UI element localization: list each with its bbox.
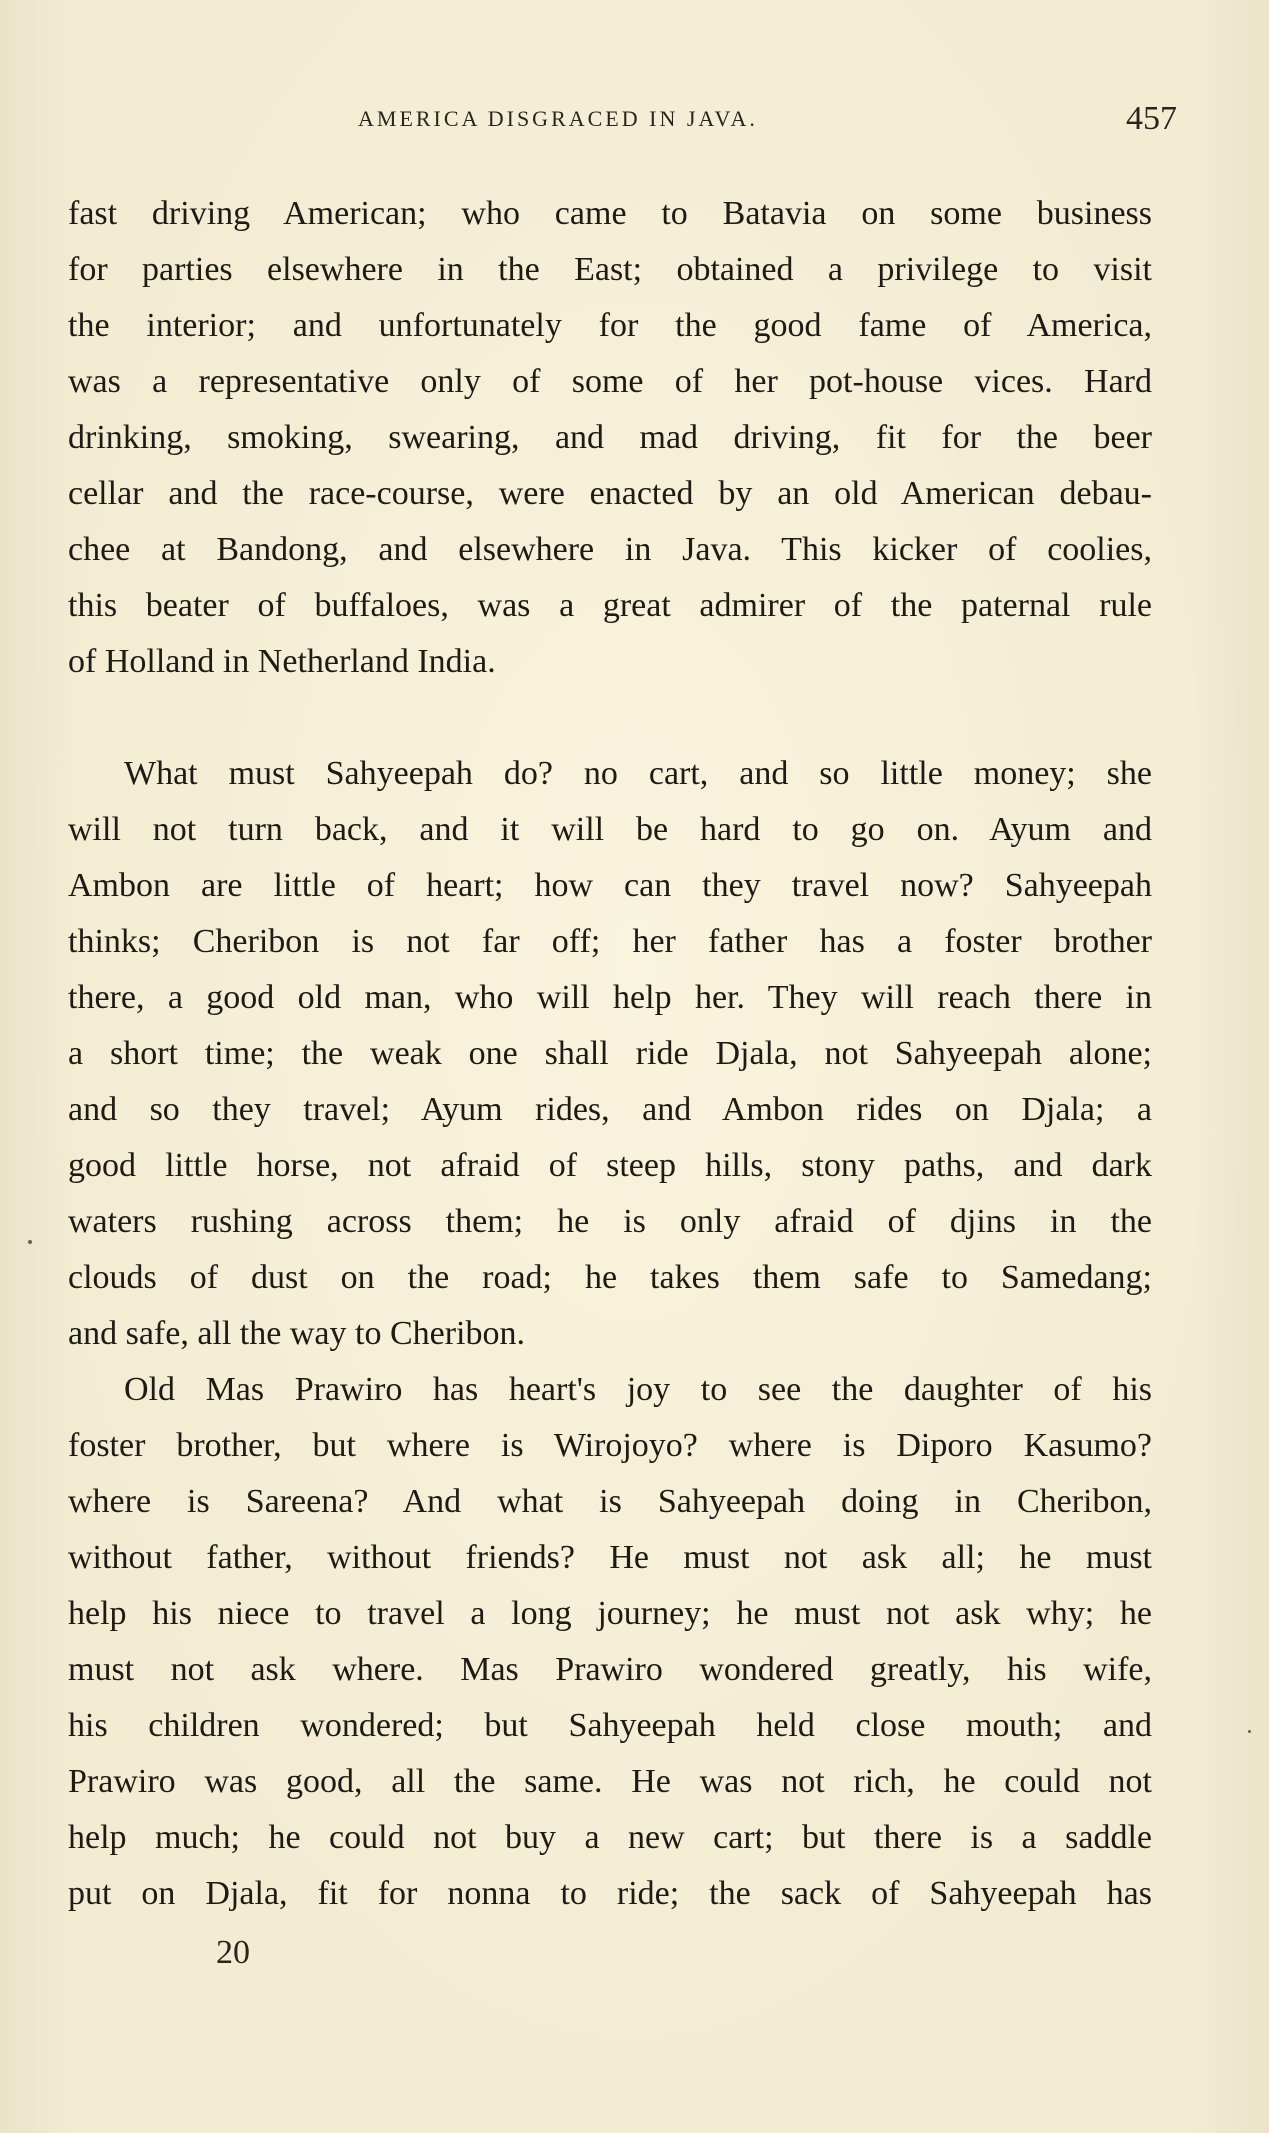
text-line: Old Mas Prawiro has heart's joy to see the daughter of his [124,1371,1152,1408]
paper-speck [28,1240,32,1244]
text-line: good little horse, not afraid of steep hills, stony paths, and dark [68,1147,1152,1184]
text-line: What must Sahyeepah do? no cart, and so little money; she [124,755,1152,792]
text-line: for parties elsewhere in the East; obtained a privilege to visit [68,251,1152,288]
text-line: thinks; Cheribon is not far off; her father has a foster brother [68,923,1152,960]
text-line: help his niece to travel a long journey; he must not ask why; he [68,1595,1152,1632]
body-text [68,186,1152,1922]
text-line: will not turn back, and it will be hard to go on. Ayum and [68,811,1152,848]
text-line: without father, without friends? He must not ask all; he must [68,1539,1152,1576]
paragraph-2 [68,746,1152,1362]
text-line: and so they travel; Ayum rides, and Ambon rides on Djala; a [68,1091,1152,1128]
text-line: cellar and the race-course, were enacted by an old American debau- [68,475,1152,512]
text-line: drinking, smoking, swearing, and mad driving, fit for the beer [68,419,1152,456]
paragraph-1 [68,186,1152,690]
running-head [0,100,1269,144]
text-line: his children wondered; but Sahyeepah held close mouth; and [68,1707,1152,1744]
text-line: there, a good old man, who will help her. They will reach there in [68,979,1152,1016]
text-line: help much; he could not buy a new cart; but there is a saddle [68,1819,1152,1856]
paper-speck [1248,1730,1251,1733]
text-line: and safe, all the way to Cheribon. [68,1315,525,1352]
page-number: 457 [1126,100,1177,137]
text-line: was a representative only of some of her pot-house vices. Hard [68,363,1152,400]
text-line: must not ask where. Mas Prawiro wondered greatly, his wife, [68,1651,1152,1688]
signature-mark: 20 [216,1934,250,1971]
text-line: where is Sareena? And what is Sahyeepah doing in Cheribon, [68,1483,1152,1520]
text-line: put on Djala, fit for nonna to ride; the sack of Sahyeepah has [68,1875,1152,1912]
text-line: foster brother, but where is Wirojoyo? where is Diporo Kasumo? [68,1427,1152,1464]
text-line: the interior; and unfortunately for the good fame of America, [68,307,1152,344]
text-line: chee at Bandong, and elsewhere in Java. This kicker of coolies, [68,531,1152,568]
text-line: clouds of dust on the road; he takes them safe to Samedang; [68,1259,1152,1296]
text-line: this beater of buffaloes, was a great admirer of the paternal rule [68,587,1152,624]
text-line: Prawiro was good, all the same. He was not rich, he could not [68,1763,1152,1800]
text-line: of Holland in Netherland India. [68,643,496,680]
text-line: a short time; the weak one shall ride Djala, not Sahyeepah alone; [68,1035,1152,1072]
text-line: Ambon are little of heart; how can they travel now? Sahyeepah [68,867,1152,904]
section-break [68,690,1152,746]
paragraph-3 [68,1362,1152,1922]
running-title: AMERICA DISGRACED IN JAVA. [358,106,758,131]
text-line: fast driving American; who came to Batavia on some business [68,195,1152,232]
text-line: waters rushing across them; he is only afraid of djins in the [68,1203,1152,1240]
